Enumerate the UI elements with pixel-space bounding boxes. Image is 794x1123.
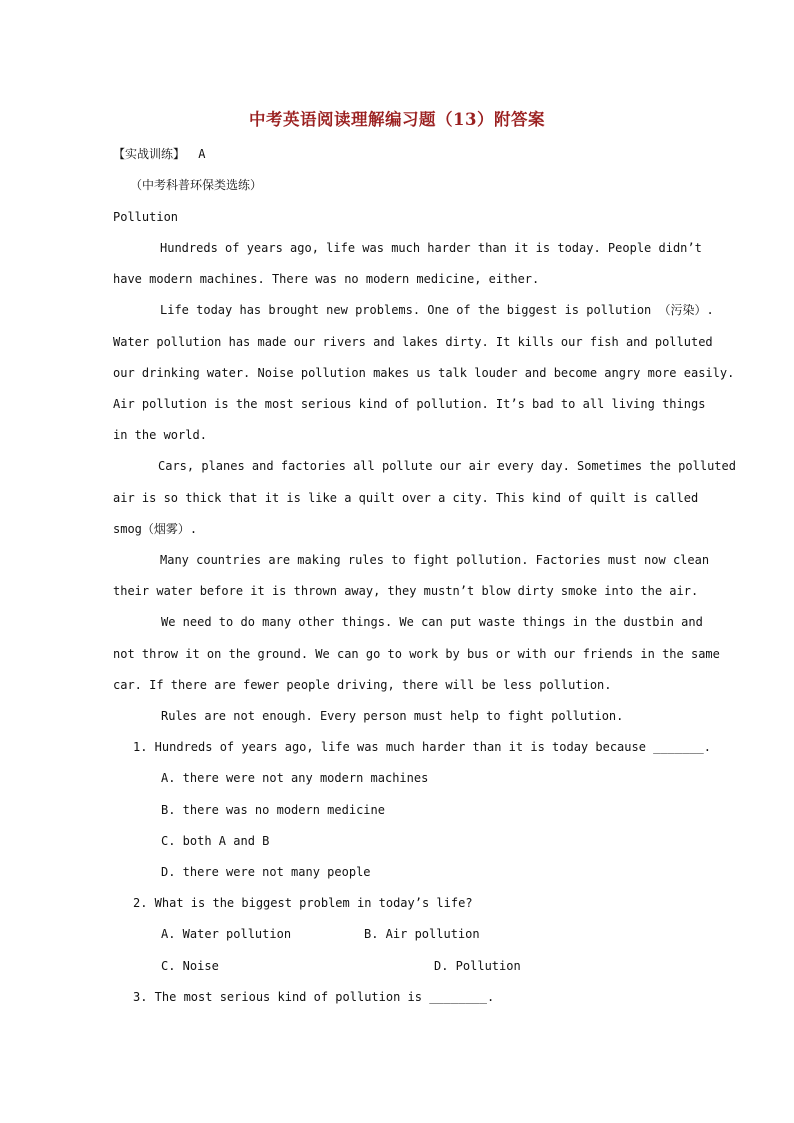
article-line: Many countries are making rules to fight pollution. Factories must now clean	[160, 553, 710, 567]
article-line: Rules are not enough. Every person must help to fight pollution.	[161, 709, 624, 723]
article-heading: Pollution	[113, 210, 179, 224]
question-stem: 3. The most serious kind of pollution is ________.	[133, 990, 495, 1004]
article-line: air is so thick that it is like a quilt over a city. This kind of quilt is called	[113, 491, 699, 505]
question-stem: 1. Hundreds of years ago, life was much harder than it is today because _______.	[133, 740, 711, 754]
answer-option: C. Noise	[161, 959, 219, 973]
answer-option: A. there were not any modern machines	[161, 771, 429, 785]
article-line: their water before it is thrown away, they mustn’t blow dirty smoke into the air.	[113, 584, 699, 598]
answer-option: B. Air pollution	[364, 927, 480, 941]
page-title: 中考英语阅读理解编习题（13）附答案	[249, 110, 545, 129]
answer-option: A. Water pollution	[161, 927, 292, 941]
article-line: Life today has brought new problems. One of the biggest is pollution （污染）.	[160, 303, 714, 317]
article-line: Water pollution has made our rivers and lakes dirty. It kills our fish and polluted	[113, 335, 713, 349]
answer-option: C. both A and B	[161, 834, 270, 848]
article-line: our drinking water. Noise pollution makes us talk louder and become angry more easily.	[113, 366, 735, 380]
article-line: in the world.	[113, 428, 207, 442]
section-header	[113, 146, 681, 162]
article-line: Air pollution is the most serious kind of pollution. It’s bad to all living things	[113, 397, 706, 411]
article-line: We need to do many other things. We can put waste things in the dustbin and	[161, 615, 703, 629]
answer-option: D. there were not many people	[161, 865, 371, 879]
article-line: not throw it on the ground. We can go to work by bus or with our friends in the same	[113, 647, 720, 661]
section-label: 【实战训练】	[113, 147, 186, 161]
section-letter: A	[198, 147, 206, 161]
section-subtitle: （中考科普环保类选练）	[130, 178, 263, 192]
article-line: have modern machines. There was no modern medicine, either.	[113, 272, 540, 286]
article-line: car. If there are fewer people driving, there will be less pollution.	[113, 678, 612, 692]
question-stem: 2. What is the biggest problem in today’s life?	[133, 896, 473, 910]
article-line: Cars, planes and factories all pollute our air every day. Sometimes the polluted	[158, 459, 736, 473]
article-line: Hundreds of years ago, life was much harder than it is today. People didn’t	[160, 241, 702, 255]
article-line: smog（烟雾）.	[113, 522, 198, 536]
answer-option: B. there was no modern medicine	[161, 803, 385, 817]
answer-option: D. Pollution	[434, 959, 521, 973]
